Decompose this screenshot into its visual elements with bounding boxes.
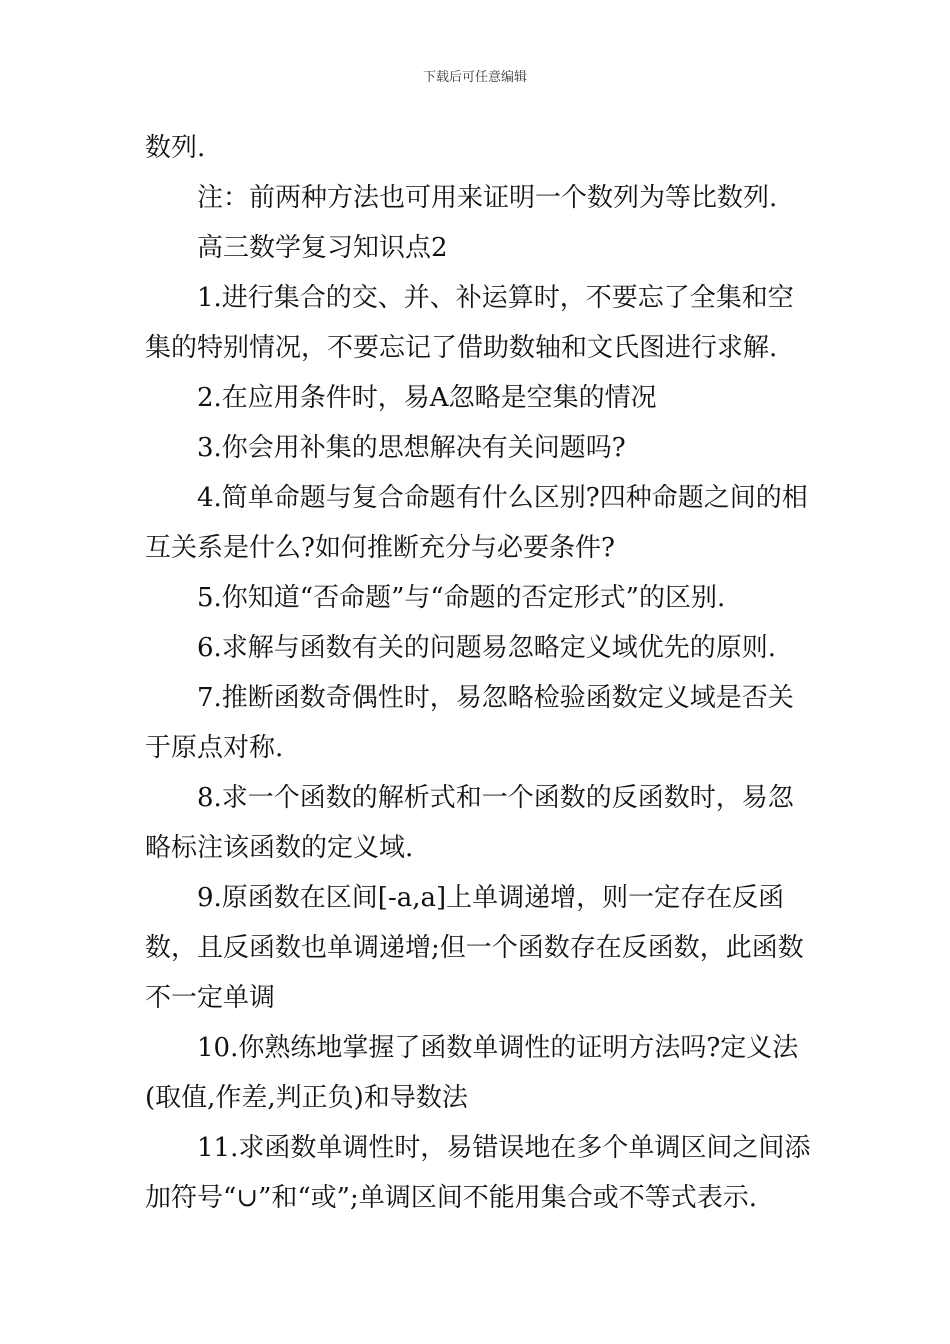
text-line: 3.你会用补集的思想解决有关问题吗? — [197, 433, 626, 463]
text-line: 10.你熟练地掌握了函数单调性的证明方法吗?定义法 — [197, 1033, 799, 1063]
text-line: 8.求一个函数的解析式和一个函数的反函数时，易忽 — [197, 783, 794, 813]
text-line: 数列. — [145, 133, 206, 163]
text-line: 2.在应用条件时，易A忽略是空集的情况 — [197, 383, 657, 413]
text-line: 集的特别情况，不要忘记了借助数轴和文氏图进行求解. — [145, 333, 778, 363]
page-header: 下载后可任意编辑 — [422, 70, 527, 85]
text-line: 9.原函数在区间[-a,a]上单调递增，则一定存在反函 — [197, 883, 785, 913]
text-line: 互关系是什么?如何推断充分与必要条件? — [145, 533, 615, 563]
text-line: 11.求函数单调性时，易错误地在多个单调区间之间添 — [197, 1133, 811, 1163]
text-line: 数，且反函数也单调递增;但一个函数存在反函数，此函数 — [145, 933, 804, 963]
document-body — [145, 128, 810, 1228]
text-line: 7.推断函数奇偶性时，易忽略检验函数定义域是否关 — [197, 683, 794, 713]
text-line: 注：前两种方法也可用来证明一个数列为等比数列. — [197, 183, 778, 213]
text-line: 不一定单调 — [145, 983, 276, 1013]
text-line: 1.进行集合的交、并、补运算时，不要忘了全集和空 — [197, 283, 794, 313]
text-line: (取值,作差,判正负)和导数法 — [145, 1083, 468, 1113]
text-line: 加符号“∪”和“或”;单调区间不能用集合或不等式表示. — [145, 1183, 757, 1213]
text-line: 5.你知道“否命题”与“命题的否定形式”的区别. — [197, 583, 726, 613]
text-line: 高三数学复习知识点2 — [197, 233, 448, 263]
text-line: 6.求解与函数有关的问题易忽略定义域优先的原则. — [197, 633, 777, 663]
text-line: 略标注该函数的定义域. — [145, 833, 414, 863]
text-line: 4.简单命题与复合命题有什么区别?四种命题之间的相 — [197, 483, 808, 513]
text-line: 于原点对称. — [145, 733, 284, 763]
